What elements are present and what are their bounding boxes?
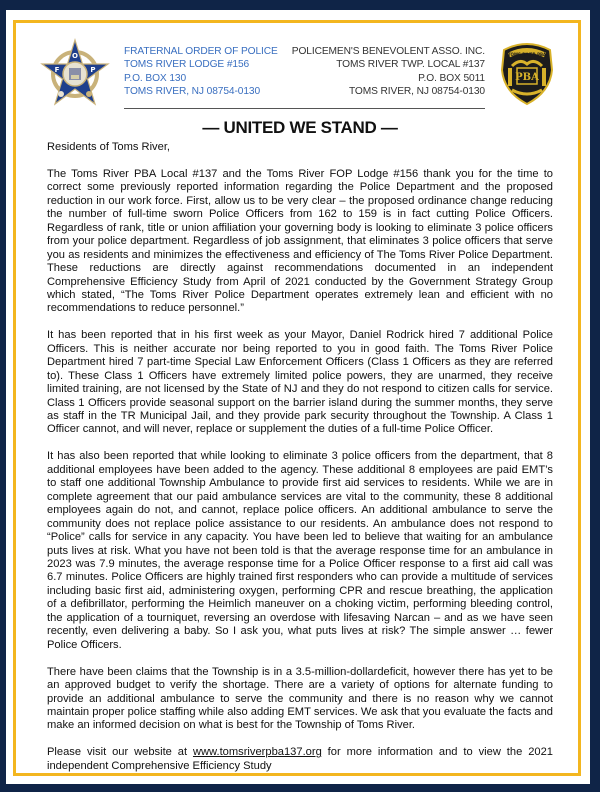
svg-text:P: P — [90, 66, 96, 74]
website-link[interactable]: www.tomsriverpba137.org — [192, 746, 322, 759]
page-title: — UNITED WE STAND — — [202, 118, 398, 137]
pba-shield-badge-icon — [498, 40, 556, 106]
letter-paragraph: It has been reported that in his first week as your Mayor, Daniel Rodrick hired 7 additional Police Officers. This is neither accurate nor being reported to you in good faith. The Toms River Police Department hired 7 part-time Special Law Enforcement Officers (Class 1 Officers as they are referred to). These Class 1 Officers have extremely limited police powers, they are unarmed, they receive limited training, are not licensed by the State of NJ and they do not respond to citizen calls for service. Class 1 Officers provide seasonal support on the barrier island during the summer months, they serve as staff in the TR Municipal Jail, and they provide park security throughout the Township. A Class 1 Officer cannot, and will never, replace or supplement the duties of a full-time Police Officer. — [47, 329, 553, 436]
fop-po-box: P.O. BOX 130 — [124, 72, 187, 84]
letter-closing — [47, 746, 553, 773]
pba-org-name: POLICEMEN'S BENEVOLENT ASSO. INC. — [291, 46, 485, 57]
letter-paragraph: It has also been reported that while looking to eliminate 3 police officers from the department, that 8 additional employees have been added to the agency. These additional 8 employees are paid EMT’s to staff one additional Township Ambulance to provide first aid services to residents. While we are in complete agreement that our paid ambulance services are vital to the community, these 8 additional employees again do not, and cannot, replace police officers. An additional ambulance to serve the community does not replace police assistance to our residents. An ambulance does not respond to “Police” calls for service in any capacity. You have been led to believe that waiting for an ambulance puts lives at risk. What you have not been told is that the average response time for an ambulance in 2023 was 7.9 minutes, the average response time for a Police Officer response to a first aid call was 6.7 minutes. Police Officers are highly trained first responders who can provide a multitude of services including basic first aid, administering oxygen, performing CPR and rescue breathing, the application of a defibrillator, performing the Heimlich maneuver on a choking victim, performing bleeding control, the application of a tourniquet, reversing an overdose with lifesaving Narcan – and as we have seen recently, even delivering a baby. So I ask you, what puts lives at risk? The simple answer … fewer Police Officers. — [47, 450, 553, 651]
letter-paragraph: There have been claims that the Township is in a 3.5-million-dollardeficit, however there has yet to be an approved budget to verify the shortage. There are a variety of options for alternate funding to provide an additional ambulance to serve the community and there is no reason why we cannot maintain proper police staffing while also adding EMT services. We ask that you evaluate the facts and make an informed decision on what is best for the Township of Toms River. — [47, 665, 553, 732]
svg-text:F: F — [54, 66, 60, 74]
letter-greeting: Residents of Toms River, — [47, 141, 171, 153]
fop-lodge: TOMS RIVER LODGE #156 — [124, 59, 250, 71]
fop-org-name: FRATERNAL ORDER OF POLICE — [124, 46, 278, 57]
letter-body — [47, 141, 553, 787]
svg-text:PBA: PBA — [515, 72, 539, 83]
fop-city: TOMS RIVER, NJ 08754-0130 — [124, 86, 261, 98]
fop-star-badge-icon — [40, 38, 110, 106]
letterhead — [0, 0, 600, 112]
svg-text:TOMS RIVER PBA: TOMS RIVER PBA — [507, 52, 547, 57]
pba-local: TOMS RIVER TWP. LOCAL #137 — [336, 59, 485, 71]
header-divider — [124, 108, 485, 109]
pba-city: TOMS RIVER, NJ 08754-0130 — [348, 86, 485, 98]
closing-text-before: Please visit our website at — [47, 746, 193, 759]
fop-address-block — [124, 45, 278, 99]
pba-po-box: P.O. BOX 5011 — [418, 72, 485, 84]
svg-text:O: O — [72, 52, 78, 60]
pba-address-block — [292, 45, 485, 99]
closing-text-after: for more information and to view the 2021 independent Comprehensive Efficiency Study — [47, 746, 553, 772]
letter-paragraph: The Toms River PBA Local #137 and the Toms River FOP Lodge #156 thank you for the time to correct some previously reported information regarding the Police Department and the proposed reduction in our work force. First, allow us to be very clear – the proposed ordinance change reducing the number of full-time sworn Police Officers from 162 to 159 is in fact cutting Police Officers. Regardless of rank, title or union affiliation your governing body is looking to eliminate 3 police officers from your police department. Regardless of job assignment, that eliminates 3 police officers that serve you as residents and minimizes the effectiveness and efficiency of The Toms River Police Department. These reductions are directly against recommendations documented in an independent Comprehensive Efficiency Study from April of 2021 conducted by the Government Strategy Group which stated, “The Toms River Police Department operates extremely lean and efficient with no recommendations to reduce personnel.” — [47, 167, 553, 315]
